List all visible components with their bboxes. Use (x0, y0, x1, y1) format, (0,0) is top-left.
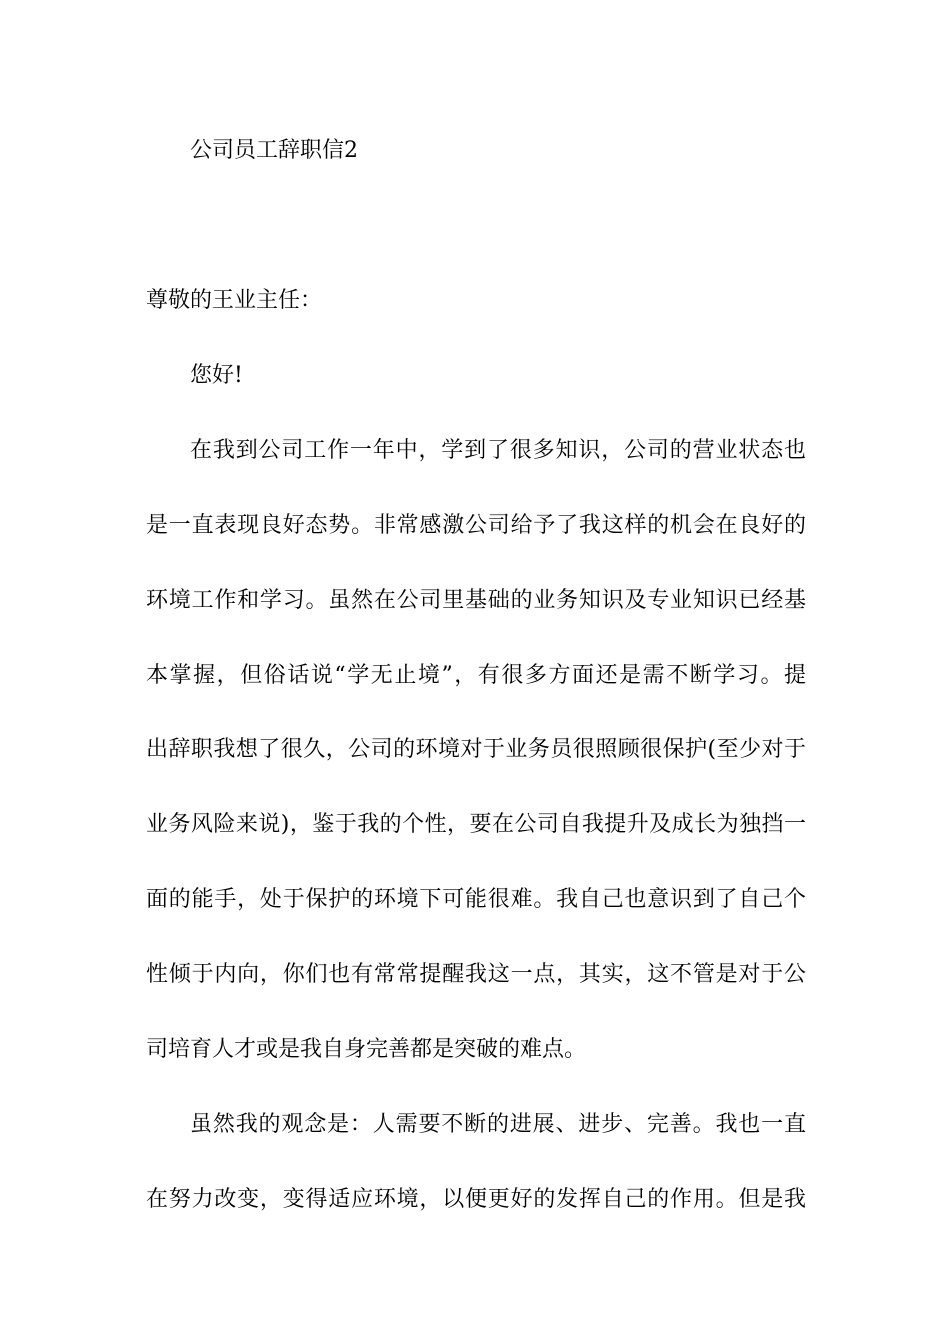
paragraph-1-line-3: 环境工作和学习。虽然在公司里基础的业务知识及专业知识已经基 (146, 588, 806, 613)
paragraph-1-line-2: 是一直表现良好态势。非常感激公司给予了我这样的机会在良好的 (146, 513, 806, 538)
salutation: 尊敬的王业主任： (146, 288, 323, 313)
paragraph-2-line-2: 在努力改变，变得适应环境，以便更好的发挥自己的作用。但是我 (146, 1187, 806, 1212)
paragraph-2-line-1: 虽然我的观念是：人需要不断的进展、进步、完善。我也一直 (190, 1112, 806, 1137)
paragraph-1-line-1: 在我到公司工作一年中，学到了很多知识，公司的营业状态也 (190, 438, 806, 463)
paragraph-1-line-8: 性倾于内向，你们也有常常提醒我这一点，其实，这不管是对于公 (146, 962, 806, 987)
greeting: 您好! (190, 363, 243, 388)
paragraph-1-line-9: 司培育人才或是我自身完善都是突破的难点。 (146, 1037, 587, 1062)
paragraph-1-line-7: 面的能手，处于保护的环境下可能很难。我自己也意识到了自己个 (146, 887, 806, 912)
paragraph-1-line-4: 本掌握，但俗话说“学无止境”，有很多方面还是需不断学习。提 (146, 663, 806, 688)
paragraph-1-line-5: 出辞职我想了很久，公司的环境对于业务员很照顾很保护(至少对于 (146, 737, 806, 762)
paragraph-1-line-6: 业务风险来说)，鉴于我的个性，要在公司自我提升及成长为独挡一 (146, 812, 806, 837)
document-title: 公司员工辞职信2 (190, 138, 358, 163)
